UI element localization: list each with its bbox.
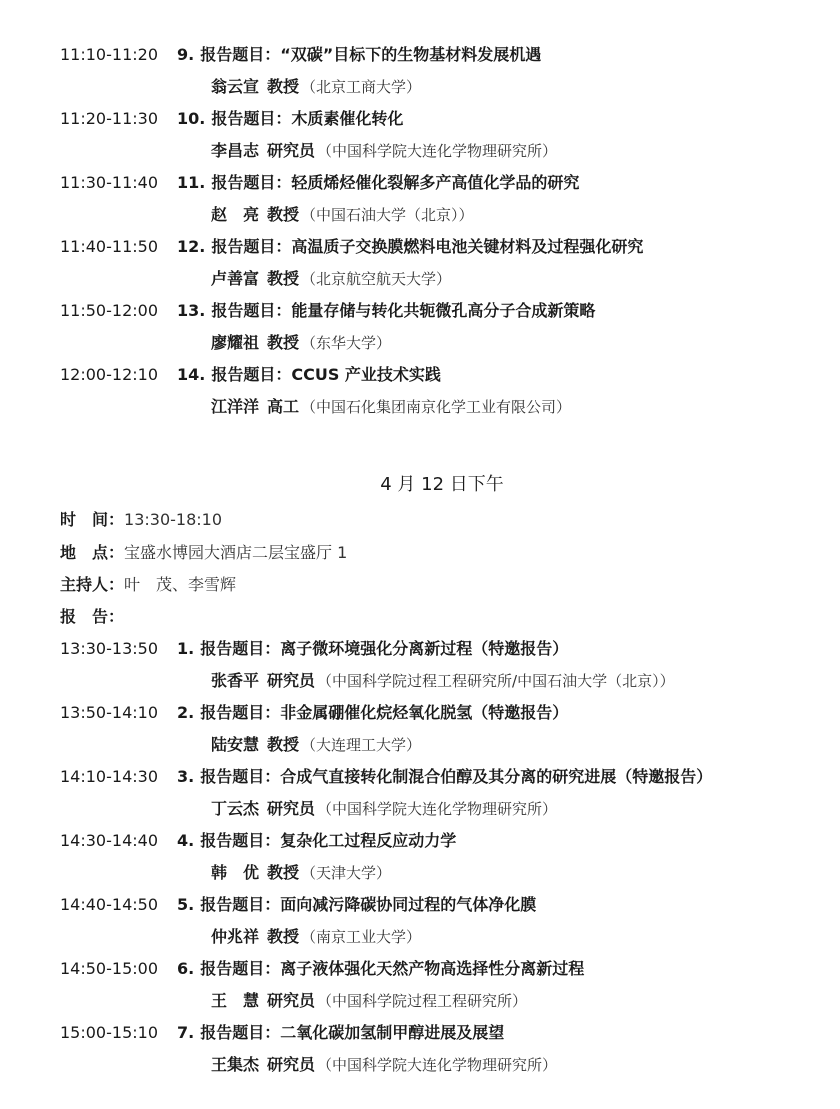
talk-item — [0, 365, 840, 429]
speaker-name: 廖耀祖 — [211, 333, 260, 352]
report-label: 报告题目： — [211, 237, 292, 256]
talk-number: 6. — [177, 959, 195, 978]
report-label: 报告题目： — [200, 1023, 281, 1042]
speaker-role: 研究员 — [267, 991, 316, 1010]
speaker-role: 研究员 — [267, 141, 316, 160]
session-host-row — [60, 575, 236, 595]
talk-item — [0, 45, 840, 109]
talk-title: 高温质子交换膜燃料电池关键材料及过程强化研究 — [291, 237, 644, 256]
talk-title-line — [177, 173, 579, 193]
report-label: 报告题目： — [200, 639, 281, 658]
talk-title: CCUS 产业技术实践 — [291, 365, 441, 384]
talk-item — [0, 237, 840, 301]
talk-title: 二氧化碳加氢制甲醇进展及展望 — [280, 1023, 505, 1042]
talk-title-line — [177, 895, 536, 915]
talk-time: 13:50-14:10 — [60, 703, 158, 722]
talk-title: 合成气直接转化制混合伯醇及其分离的研究进展（特邀报告） — [280, 767, 713, 786]
talk-item — [0, 895, 840, 959]
speaker-role: 教授 — [267, 77, 300, 96]
talk-title-line — [177, 45, 541, 65]
session-heading: 4 月 12 日下午 — [380, 474, 504, 495]
talk-title: 面向减污降碳协同过程的气体净化膜 — [280, 895, 537, 914]
speaker-affiliation: （中国科学院过程工程研究所/中国石油大学（北京）） — [317, 672, 675, 690]
speaker-name: 陆安慧 — [211, 735, 260, 754]
talk-title-line — [177, 237, 643, 257]
talk-number: 1. — [177, 639, 195, 658]
talk-item — [0, 703, 840, 767]
speaker-line — [211, 333, 391, 353]
talk-title-line — [177, 767, 712, 787]
talk-title-line — [177, 109, 403, 129]
session-venue-label: 地 点： — [60, 543, 125, 562]
speaker-affiliation: （东华大学） — [301, 334, 392, 352]
report-label: 报告题目： — [200, 831, 281, 850]
talk-number: 2. — [177, 703, 195, 722]
speaker-name: 江洋洋 — [211, 397, 260, 416]
speaker-line — [211, 141, 557, 161]
speaker-line — [211, 863, 391, 883]
speaker-role: 教授 — [267, 269, 300, 288]
session-report-row — [60, 607, 124, 627]
speaker-name: 韩 优 — [211, 863, 260, 882]
talk-time: 14:50-15:00 — [60, 959, 158, 978]
talk-number: 9. — [177, 45, 195, 64]
talk-title-line — [177, 365, 441, 385]
talk-number: 14. — [177, 365, 206, 384]
talk-number: 12. — [177, 237, 206, 256]
session-venue-row — [60, 543, 347, 563]
speaker-role: 教授 — [267, 863, 300, 882]
speaker-role: 研究员 — [267, 799, 316, 818]
report-label: 报告题目： — [200, 703, 281, 722]
session-report-heading: 报 告： — [60, 607, 125, 626]
morning-talk-list — [0, 45, 840, 429]
speaker-name: 卢善富 — [211, 269, 260, 288]
talk-number: 7. — [177, 1023, 195, 1042]
talk-number: 13. — [177, 301, 206, 320]
speaker-name: 李昌志 — [211, 141, 260, 160]
talk-item — [0, 109, 840, 173]
talk-time: 11:30-11:40 — [60, 173, 158, 192]
speaker-affiliation: （中国石油大学（北京）） — [301, 206, 474, 224]
talk-title-line — [177, 831, 456, 851]
speaker-line — [211, 991, 527, 1011]
speaker-line — [211, 1055, 557, 1075]
speaker-role: 教授 — [267, 927, 300, 946]
talk-title: 复杂化工过程反应动力学 — [280, 831, 457, 850]
speaker-role: 研究员 — [267, 671, 316, 690]
speaker-name: 赵 亮 — [211, 205, 260, 224]
talk-time: 12:00-12:10 — [60, 365, 158, 384]
speaker-affiliation: （中国石化集团南京化学工业有限公司） — [301, 398, 572, 416]
speaker-name: 仲兆祥 — [211, 927, 260, 946]
talk-title: 能量存储与转化共轭微孔高分子合成新策略 — [291, 301, 596, 320]
speaker-line — [211, 397, 571, 417]
talk-time: 11:10-11:20 — [60, 45, 158, 64]
talk-number: 5. — [177, 895, 195, 914]
report-label: 报告题目： — [211, 109, 292, 128]
speaker-name: 王集杰 — [211, 1055, 260, 1074]
speaker-affiliation: （中国科学院过程工程研究所） — [317, 992, 528, 1010]
talk-item — [0, 1023, 840, 1087]
speaker-role: 教授 — [267, 333, 300, 352]
talk-number: 4. — [177, 831, 195, 850]
talk-item — [0, 767, 840, 831]
speaker-affiliation: （中国科学院大连化学物理研究所） — [317, 142, 558, 160]
speaker-line — [211, 77, 421, 97]
speaker-affiliation: （北京工商大学） — [301, 78, 422, 96]
report-label: 报告题目： — [200, 959, 281, 978]
report-label: 报告题目： — [211, 301, 292, 320]
talk-title-line — [177, 959, 584, 979]
speaker-affiliation: （北京航空航天大学） — [301, 270, 452, 288]
report-label: 报告题目： — [211, 173, 292, 192]
talk-time: 11:20-11:30 — [60, 109, 158, 128]
talk-time: 15:00-15:10 — [60, 1023, 158, 1042]
talk-item — [0, 301, 840, 365]
talk-item — [0, 639, 840, 703]
session-venue-value: 宝盛水博园大酒店二层宝盛厅 1 — [124, 543, 348, 562]
speaker-name: 王 慧 — [211, 991, 260, 1010]
talk-title: 离子液体强化天然产物高选择性分离新过程 — [280, 959, 585, 978]
speaker-role: 研究员 — [267, 1055, 316, 1074]
talk-number: 11. — [177, 173, 206, 192]
talk-title: 轻质烯烃催化裂解多产高值化学品的研究 — [291, 173, 580, 192]
talk-time: 13:30-13:50 — [60, 639, 158, 658]
speaker-name: 张香平 — [211, 671, 260, 690]
speaker-line — [211, 269, 451, 289]
talk-time: 11:50-12:00 — [60, 301, 158, 320]
speaker-affiliation: （大连理工大学） — [301, 736, 422, 754]
report-label: 报告题目： — [200, 767, 281, 786]
talk-title: 木质素催化转化 — [291, 109, 404, 128]
talk-title-line — [177, 639, 568, 659]
report-label: 报告题目： — [211, 365, 292, 384]
talk-item — [0, 831, 840, 895]
talk-title: 离子微环境强化分离新过程（特邀报告） — [280, 639, 569, 658]
speaker-line — [211, 671, 675, 691]
speaker-name: 翁云宣 — [211, 77, 260, 96]
talk-title-line — [177, 703, 568, 723]
speaker-affiliation: （中国科学院大连化学物理研究所） — [317, 1056, 558, 1074]
speaker-role: 教授 — [267, 735, 300, 754]
speaker-name: 丁云杰 — [211, 799, 260, 818]
session-time-value: 13:30-18:10 — [124, 510, 223, 529]
talk-title: “双碳”目标下的生物基材料发展机遇 — [280, 45, 542, 64]
talk-item — [0, 959, 840, 1023]
report-label: 报告题目： — [200, 895, 281, 914]
talk-title: 非金属硼催化烷烃氧化脱氢（特邀报告） — [280, 703, 569, 722]
speaker-line — [211, 799, 557, 819]
talk-number: 3. — [177, 767, 195, 786]
speaker-line — [211, 205, 474, 225]
speaker-role: 教授 — [267, 205, 300, 224]
report-label: 报告题目： — [200, 45, 281, 64]
speaker-affiliation: （中国科学院大连化学物理研究所） — [317, 800, 558, 818]
speaker-role: 高工 — [267, 397, 300, 416]
talk-time: 11:40-11:50 — [60, 237, 158, 256]
talk-item — [0, 173, 840, 237]
talk-title-line — [177, 301, 595, 321]
speaker-affiliation: （南京工业大学） — [301, 928, 422, 946]
talk-time: 14:40-14:50 — [60, 895, 158, 914]
talk-time: 14:10-14:30 — [60, 767, 158, 786]
speaker-line — [211, 927, 421, 947]
session-time-row — [60, 510, 222, 530]
session-host-label: 主持人： — [60, 575, 125, 594]
talk-number: 10. — [177, 109, 206, 128]
speaker-line — [211, 735, 421, 755]
talk-time: 14:30-14:40 — [60, 831, 158, 850]
afternoon-talk-list — [0, 639, 840, 1087]
speaker-affiliation: （天津大学） — [301, 864, 392, 882]
session-time-label: 时 间： — [60, 510, 125, 529]
talk-title-line — [177, 1023, 504, 1043]
session-host-value: 叶 茂、李雪辉 — [124, 575, 237, 594]
